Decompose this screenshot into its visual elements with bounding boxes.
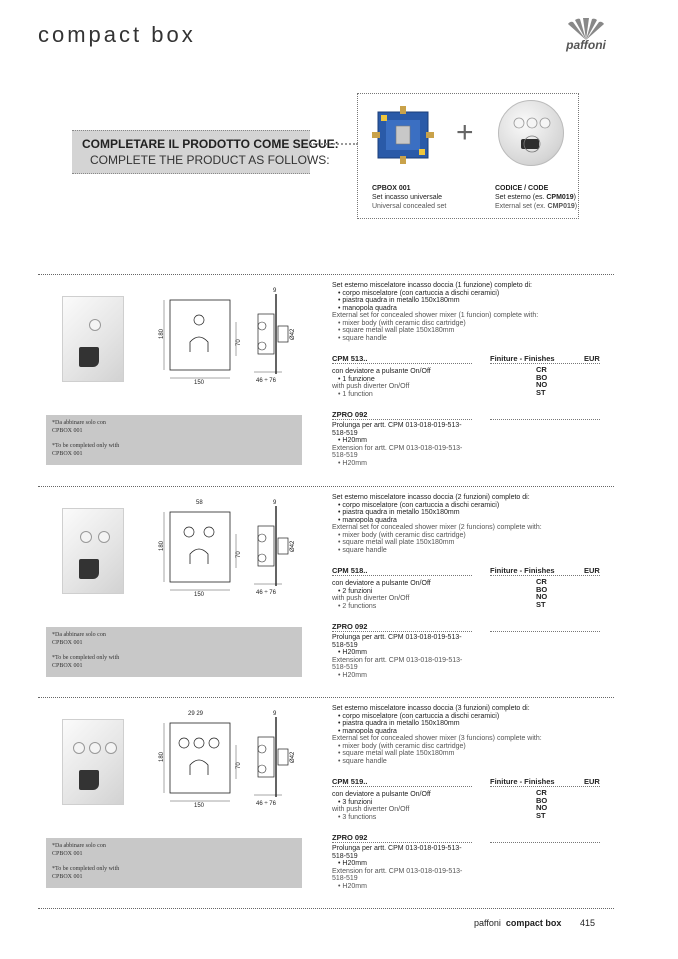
- product-code: CPM 519..: [332, 777, 368, 786]
- complete-product-banner: [72, 130, 339, 174]
- finish-code: BO: [536, 795, 548, 805]
- page-title: compact box: [38, 22, 196, 47]
- plate-buttons-icon: [499, 101, 565, 167]
- banner-connector: [310, 143, 358, 145]
- product-block-1: [38, 280, 614, 490]
- finish-code: CR: [536, 577, 547, 586]
- finishes-divider: [490, 786, 600, 787]
- dim-height: 180: [159, 328, 165, 339]
- variant-en: with push diverter On/Off: [332, 595, 410, 602]
- dim-inner: 70: [236, 339, 242, 346]
- push-button-icon: [89, 742, 101, 754]
- variant-en-item: • 3 functions: [332, 814, 482, 822]
- product-description: [332, 282, 592, 342]
- product-description: [332, 705, 592, 765]
- desc-item-it: • corpo miscelatore (con cartuccia a dischi ceramici): [332, 290, 592, 298]
- price-header: EUR: [584, 566, 600, 575]
- dim-height: 180: [159, 751, 165, 762]
- combo-right-it: Set esterno (es. CPM019): [495, 194, 576, 201]
- complete-label-en: COMPLETE THE PRODUCT AS FOLLOWS:: [90, 153, 330, 167]
- compatibility-note: [46, 838, 302, 888]
- combo-right-code: CODICE / CODE: [495, 185, 549, 192]
- desc-item-en: • mixer body (with ceramic disc cartridge): [332, 743, 592, 751]
- combo-box: [357, 93, 579, 219]
- finish-code: ST: [536, 810, 546, 820]
- ext-price-divider: [490, 631, 600, 632]
- variant-it-item: • 1 funzione: [332, 376, 482, 384]
- extension-description: [332, 845, 482, 890]
- dim-plate-thickness: 9: [273, 711, 277, 717]
- ext-it-2: 518-519: [332, 641, 358, 649]
- ext-en-item: • H20mm: [332, 883, 482, 891]
- ext-divider: [332, 842, 472, 843]
- product-photo: [62, 296, 124, 382]
- desc-item-it: • piastra quadra in metallo 150x180mm: [332, 297, 592, 305]
- push-button-icon: [89, 319, 101, 331]
- dim-width: 150: [194, 380, 205, 386]
- plus-sign: +: [456, 116, 474, 149]
- ext-en-2: 518-519: [332, 875, 358, 882]
- finishes-divider: [490, 363, 600, 364]
- product-photo: [62, 508, 124, 594]
- price-header: EUR: [584, 777, 600, 786]
- ext-it: Prolunga per artt. CPM 013-018-019-513-: [332, 845, 462, 852]
- desc-item-it: • manopola quadra: [332, 517, 592, 525]
- desc-item-it: • manopola quadra: [332, 728, 592, 736]
- desc-item-en: • square metal wall plate 150x180mm: [332, 539, 592, 547]
- product-block-3: [38, 703, 614, 913]
- note-en-2: CPBOX 001: [52, 874, 83, 880]
- dim-depth: 46 ÷ 76: [256, 801, 276, 807]
- ext-en-2: 518-519: [332, 452, 358, 459]
- variant-description: [332, 791, 482, 821]
- finishes-list: [536, 366, 547, 396]
- variant-en-item: • 2 functions: [332, 603, 482, 611]
- combo-left-label: [372, 184, 446, 211]
- note-it-2: CPBOX 001: [52, 851, 83, 857]
- ext-en-item: • H20mm: [332, 672, 482, 680]
- finish-code: CR: [536, 788, 547, 797]
- dim-width: 150: [194, 592, 205, 598]
- extension-description: [332, 422, 482, 467]
- note-it-1: *Da abbinare solo con: [52, 843, 106, 849]
- extension-code: ZPRO 092: [332, 622, 368, 631]
- complete-label-it: COMPLETARE IL PRODOTTO COME SEGUE:: [82, 137, 339, 151]
- ext-it-2: 518-519: [332, 852, 358, 860]
- finish-code: NO: [536, 592, 548, 601]
- technical-drawing: [156, 709, 326, 809]
- combo-left-en: Universal concealed set: [372, 203, 447, 210]
- code-divider: [332, 575, 472, 576]
- variant-en: with push diverter On/Off: [332, 806, 410, 813]
- handle-icon: [79, 559, 99, 579]
- finish-code: ST: [536, 387, 546, 397]
- brand-logo: [556, 18, 616, 52]
- ext-en-item: • H20mm: [332, 460, 482, 468]
- note-en-1: *To be completed only with: [52, 866, 120, 872]
- logo-text: paffoni: [566, 38, 606, 52]
- desc-item-it: • manopola quadra: [332, 305, 592, 313]
- logo-fan-icon: [562, 18, 610, 40]
- extension-code: ZPRO 092: [332, 833, 368, 842]
- desc-title-en: External set for concealed shower mixer (1 funcion) complete with:: [332, 312, 539, 319]
- combo-left-it: Set incasso universale: [372, 194, 443, 201]
- ext-it: Prolunga per artt. CPM 013-018-019-513-: [332, 422, 462, 429]
- dim-inner: 70: [236, 762, 242, 769]
- desc-item-en: • square handle: [332, 547, 592, 555]
- concealed-box-image: [372, 106, 434, 164]
- note-it-2: CPBOX 001: [52, 640, 83, 646]
- desc-item-it: • piastra quadra in metallo 150x180mm: [332, 509, 592, 517]
- note-en-2: CPBOX 001: [52, 451, 83, 457]
- finish-code: BO: [536, 584, 548, 594]
- note-en-1: *To be completed only with: [52, 443, 120, 449]
- technical-drawing: [156, 498, 326, 598]
- finish-code: NO: [536, 380, 548, 389]
- dim-depth: 46 ÷ 76: [256, 590, 276, 596]
- desc-item-en: • square metal wall plate 150x180mm: [332, 327, 592, 335]
- desc-item-en: • mixer body (with ceramic disc cartridge): [332, 320, 592, 328]
- desc-item-it: • piastra quadra in metallo 150x180mm: [332, 720, 592, 728]
- dim-side: Ø42: [290, 751, 296, 763]
- product-description: [332, 494, 592, 554]
- compatibility-note: [46, 627, 302, 677]
- ext-it: Prolunga per artt. CPM 013-018-019-513-: [332, 634, 462, 641]
- product-code: CPM 518..: [332, 566, 368, 575]
- combo-left-code: CPBOX 001: [372, 185, 411, 192]
- desc-item-en: • square handle: [332, 758, 592, 766]
- compatibility-note: [46, 415, 302, 465]
- code-divider: [332, 363, 472, 364]
- finish-code: NO: [536, 803, 548, 812]
- handle-icon: [79, 347, 99, 367]
- desc-item-it: • corpo miscelatore (con cartuccia a dischi ceramici): [332, 713, 592, 721]
- ext-en: Extension for artt. CPM 013-018-019-513-: [332, 656, 463, 664]
- desc-title-en: External set for concealed shower mixer (3 funcions) complete with:: [332, 735, 542, 742]
- finishes-header: Finiture - Finishes: [490, 777, 555, 786]
- finishes-list: [536, 578, 547, 608]
- footer-brand: paffoni compact box: [474, 918, 562, 928]
- variant-description: [332, 368, 482, 398]
- note-en-1: *To be completed only with: [52, 655, 120, 661]
- extension-code: ZPRO 092: [332, 410, 368, 419]
- ext-divider: [332, 419, 472, 420]
- note-it-1: *Da abbinare solo con: [52, 420, 106, 426]
- push-button-icon: [98, 531, 110, 543]
- product-photo: [62, 719, 124, 805]
- variant-it: con deviatore a pulsante On/Off: [332, 368, 431, 375]
- extension-description: [332, 634, 482, 679]
- desc-item-en: • mixer body (with ceramic disc cartridge): [332, 532, 592, 540]
- finishes-list: [536, 789, 547, 819]
- separator: [38, 274, 614, 275]
- product-code: CPM 513..: [332, 354, 368, 363]
- note-en-2: CPBOX 001: [52, 663, 83, 669]
- variant-it: con deviatore a pulsante On/Off: [332, 580, 431, 587]
- dim-plate-thickness: 9: [273, 288, 277, 294]
- dim-top-buttons: 58: [196, 500, 203, 506]
- dim-depth: 46 ÷ 76: [256, 378, 276, 384]
- ext-en: Extension for artt. CPM 013-018-019-513-: [332, 444, 463, 452]
- dim-plate-thickness: 9: [273, 500, 277, 506]
- product-block-2: [38, 492, 614, 702]
- combo-right-en: External set (ex. CMP019): [495, 203, 578, 210]
- combo-right-label: [495, 184, 577, 211]
- dim-inner: 70: [236, 551, 242, 558]
- push-button-icon: [105, 742, 117, 754]
- price-header: EUR: [584, 354, 600, 363]
- push-button-icon: [80, 531, 92, 543]
- variant-it-item: • 3 funzioni: [332, 799, 482, 807]
- dim-side: Ø42: [290, 328, 296, 340]
- variant-en-item: • 1 function: [332, 391, 482, 399]
- ext-price-divider: [490, 419, 600, 420]
- ext-it-item: • H20mm: [332, 860, 482, 868]
- variant-description: [332, 580, 482, 610]
- finish-code: ST: [536, 599, 546, 609]
- finishes-header: Finiture - Finishes: [490, 566, 555, 575]
- finish-code: BO: [536, 372, 548, 382]
- note-it-2: CPBOX 001: [52, 428, 83, 434]
- desc-title-it: Set esterno miscelatore incasso doccia (2 funzioni) completo di:: [332, 494, 530, 501]
- ext-it-item: • H20mm: [332, 437, 482, 445]
- desc-title-it: Set esterno miscelatore incasso doccia (1 funzione) completo di:: [332, 282, 532, 289]
- variant-it-item: • 2 funzioni: [332, 588, 482, 596]
- note-it-1: *Da abbinare solo con: [52, 632, 106, 638]
- push-button-icon: [73, 742, 85, 754]
- variant-en: with push diverter On/Off: [332, 383, 410, 390]
- ext-it-item: • H20mm: [332, 649, 482, 657]
- desc-title-it: Set esterno miscelatore incasso doccia (3 funzioni) completo di:: [332, 705, 530, 712]
- desc-item-en: • square handle: [332, 335, 592, 343]
- finishes-divider: [490, 575, 600, 576]
- technical-drawing: [156, 286, 326, 386]
- ext-it-2: 518-519: [332, 429, 358, 437]
- finishes-header: Finiture - Finishes: [490, 354, 555, 363]
- dim-top-buttons: 29 29: [188, 711, 204, 717]
- dim-height: 180: [159, 540, 165, 551]
- finish-code: CR: [536, 365, 547, 374]
- desc-item-en: • square metal wall plate 150x180mm: [332, 750, 592, 758]
- desc-title-en: External set for concealed shower mixer (2 funcions) complete with:: [332, 524, 542, 531]
- ext-price-divider: [490, 842, 600, 843]
- ext-en: Extension for artt. CPM 013-018-019-513-: [332, 867, 463, 875]
- desc-item-it: • corpo miscelatore (con cartuccia a dischi ceramici): [332, 502, 592, 510]
- variant-it: con deviatore a pulsante On/Off: [332, 791, 431, 798]
- round-plate-image: [498, 100, 564, 166]
- dim-side: Ø42: [290, 540, 296, 552]
- page-number: 415: [580, 918, 596, 928]
- handle-icon: [79, 770, 99, 790]
- dim-width: 150: [194, 803, 205, 809]
- ext-divider: [332, 631, 472, 632]
- ext-en-2: 518-519: [332, 664, 358, 671]
- code-divider: [332, 786, 472, 787]
